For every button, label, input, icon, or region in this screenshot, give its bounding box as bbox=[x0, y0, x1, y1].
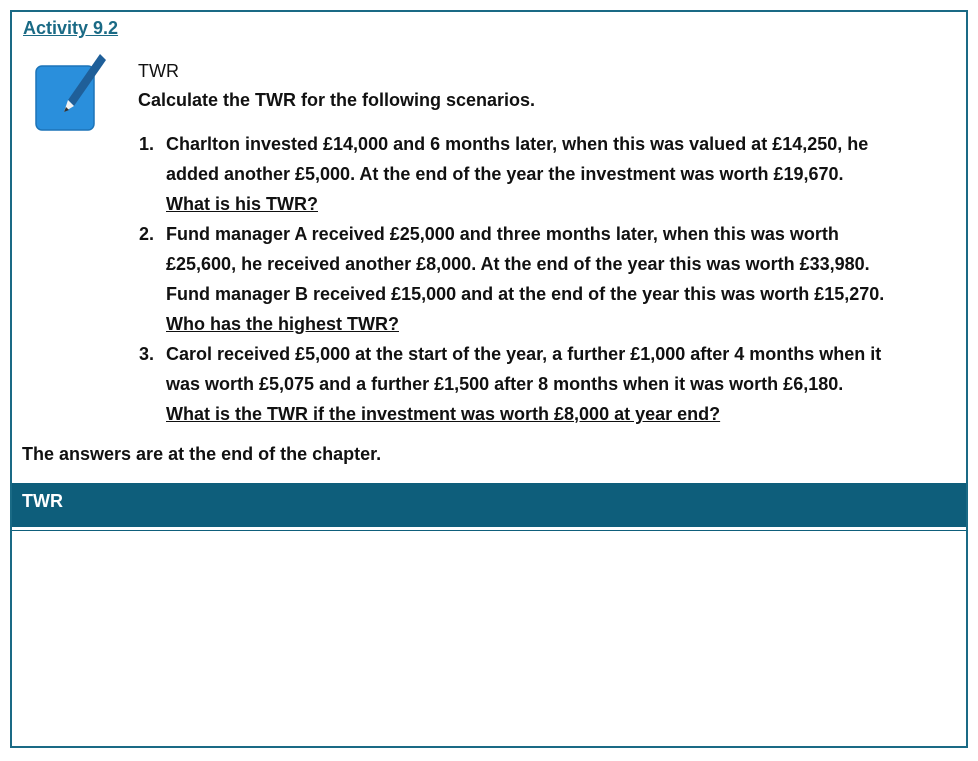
question-2 bbox=[138, 219, 956, 339]
instruction-text: Calculate the TWR for the following scenarios. bbox=[138, 90, 536, 110]
question-number: 1. bbox=[138, 134, 154, 154]
question-line: Fund manager B received £15,000 and at the end of the year this was worth £15,270. bbox=[166, 284, 885, 304]
question-ask: What is his TWR? bbox=[166, 194, 318, 214]
answer-section-header bbox=[12, 483, 966, 530]
question-line: was worth £5,075 and a further £1,500 after 8 months when it was worth £6,180. bbox=[166, 374, 844, 394]
question-1 bbox=[138, 129, 956, 219]
question-ask: What is the TWR if the investment was worth £8,000 at year end? bbox=[166, 404, 721, 424]
question-line: £25,600, he received another £8,000. At the end of the year this was worth £33,980. bbox=[166, 254, 870, 274]
answer-section-title: TWR bbox=[22, 491, 63, 511]
activity-box bbox=[10, 10, 968, 748]
activity-title: Activity 9.2 bbox=[23, 18, 119, 38]
question-number: 2. bbox=[138, 224, 154, 244]
question-line: Charlton invested £14,000 and 6 months later, when this was valued at £14,250, he bbox=[166, 134, 869, 154]
pencil-icon bbox=[34, 54, 106, 132]
question-line: added another £5,000. At the end of the year the investment was worth £19,670. bbox=[166, 164, 844, 184]
question-line: Fund manager A received £25,000 and three months later, when this was worth bbox=[166, 224, 839, 244]
topic-label: TWR bbox=[138, 61, 179, 81]
question-3 bbox=[138, 339, 956, 429]
answer-area[interactable] bbox=[12, 531, 966, 746]
answers-note: The answers are at the end of the chapter. bbox=[22, 444, 382, 464]
question-line: Carol received £5,000 at the start of the year, a further £1,000 after 4 months when it bbox=[166, 344, 882, 364]
question-ask: Who has the highest TWR? bbox=[166, 314, 399, 334]
question-number: 3. bbox=[138, 344, 154, 364]
